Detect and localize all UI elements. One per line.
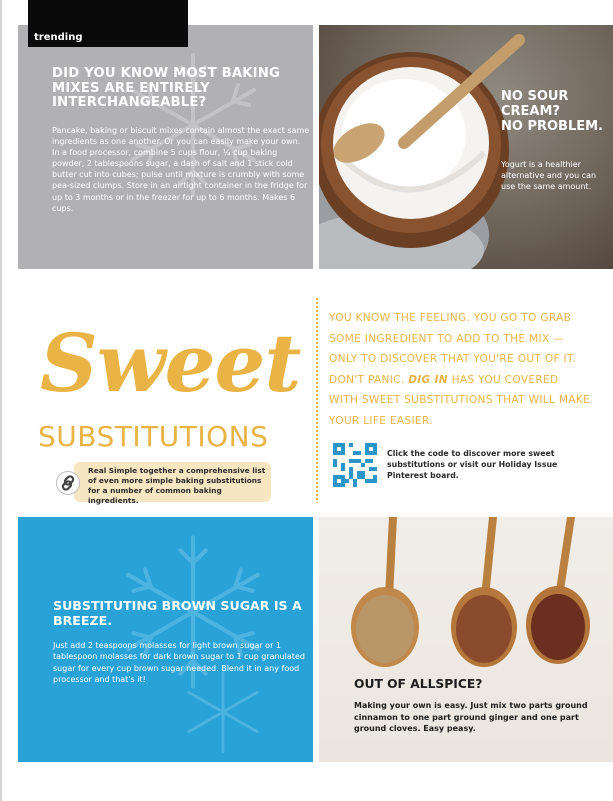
baking-mixes-title: DID YOU KNOW MOST BAKING MIXES ARE ENTIRELY INTERCHANGEABLE? [52, 66, 281, 110]
brown-sugar-title: SUBSTITUTING BROWN SUGAR IS A BREEZE. [53, 598, 302, 628]
sour-cream-body: Yogurt is a healthier alternative and you can use the same amount. [501, 160, 597, 191]
intro-text: HAS YOU COVERED WITH SWEET SUBSTITUTIONS THAT WILL MAKE YOUR LIFE EASIER. [329, 373, 591, 427]
yogurt-bowl-photo [319, 25, 613, 269]
feature-title-caps: SUBSTITUTIONS [38, 420, 269, 453]
sour-cream-title-line: NO PROBLEM. [501, 119, 603, 134]
feature-intro [329, 308, 591, 432]
qr-code-caption: Click the code to discover more sweet substitutions or visit our Holiday Issue Pinterest board. [387, 449, 558, 480]
link-note-text: Real Simple together a comprehensive list of even more simple baking substitutions for a number of common baking ingredients. [88, 466, 266, 505]
feature-title-script: Sweet [40, 316, 301, 410]
brown-sugar-body: Just add 2 teaspoons molasses for light brown sugar or 1 tablespoon molasses for dark brown sugar to 1 cup granulated sugar for every cup brown sugar needed. Blend it in any food processor and that's it! [53, 641, 305, 684]
allspice-title: OUT OF ALLSPICE? [354, 677, 483, 691]
sour-cream-panel [319, 25, 613, 269]
baking-mixes-body: Pancake, baking or biscuit mixes contain almost the exact same ingredients as one another. Or you can easily make your own. In a food processor, combine 5 cups flour, ¼ cup baking powder, 2 tablespoons sugar, a dash of salt and 1 stick cold butter cut into cubes; pulse until mixture is crumbly with some pea-sized clumps. Store in an airtight container in the fridge for up to 3 months or in the freezer for up to 6 months. Makes 6 cups. [52, 126, 310, 213]
spice-spoons-photo [319, 517, 613, 667]
sour-cream-title-line: NO SOUR [501, 89, 569, 104]
link-badge[interactable] [56, 471, 80, 495]
sour-cream-title-line: CREAM? [501, 104, 560, 119]
intro-magazine-name: DIG IN [408, 373, 448, 386]
section-tab [28, 0, 188, 47]
allspice-panel [319, 517, 613, 762]
brown-sugar-panel [18, 517, 313, 762]
intro-text: YOU KNOW THE FEELING. YOU GO TO GRAB SOME INGREDIENT TO ADD TO THE MIX — ONLY TO DISCOVER THAT YOU'RE OUT OF IT. DON'T PANIC. [329, 312, 577, 386]
baking-mixes-panel [18, 25, 313, 269]
page-edge [0, 0, 2, 801]
section-tab-label: trending [34, 32, 83, 43]
allspice-body: Making your own is easy. Just mix two parts ground cinnamon to one part ground ginger and one part ground cloves. Easy peasy. [354, 701, 588, 733]
dotted-divider [316, 298, 318, 503]
link-icon [57, 472, 79, 494]
qr-code-icon[interactable] [333, 443, 377, 487]
sour-cream-title [501, 89, 611, 134]
substitutions-link-note[interactable] [56, 462, 271, 505]
